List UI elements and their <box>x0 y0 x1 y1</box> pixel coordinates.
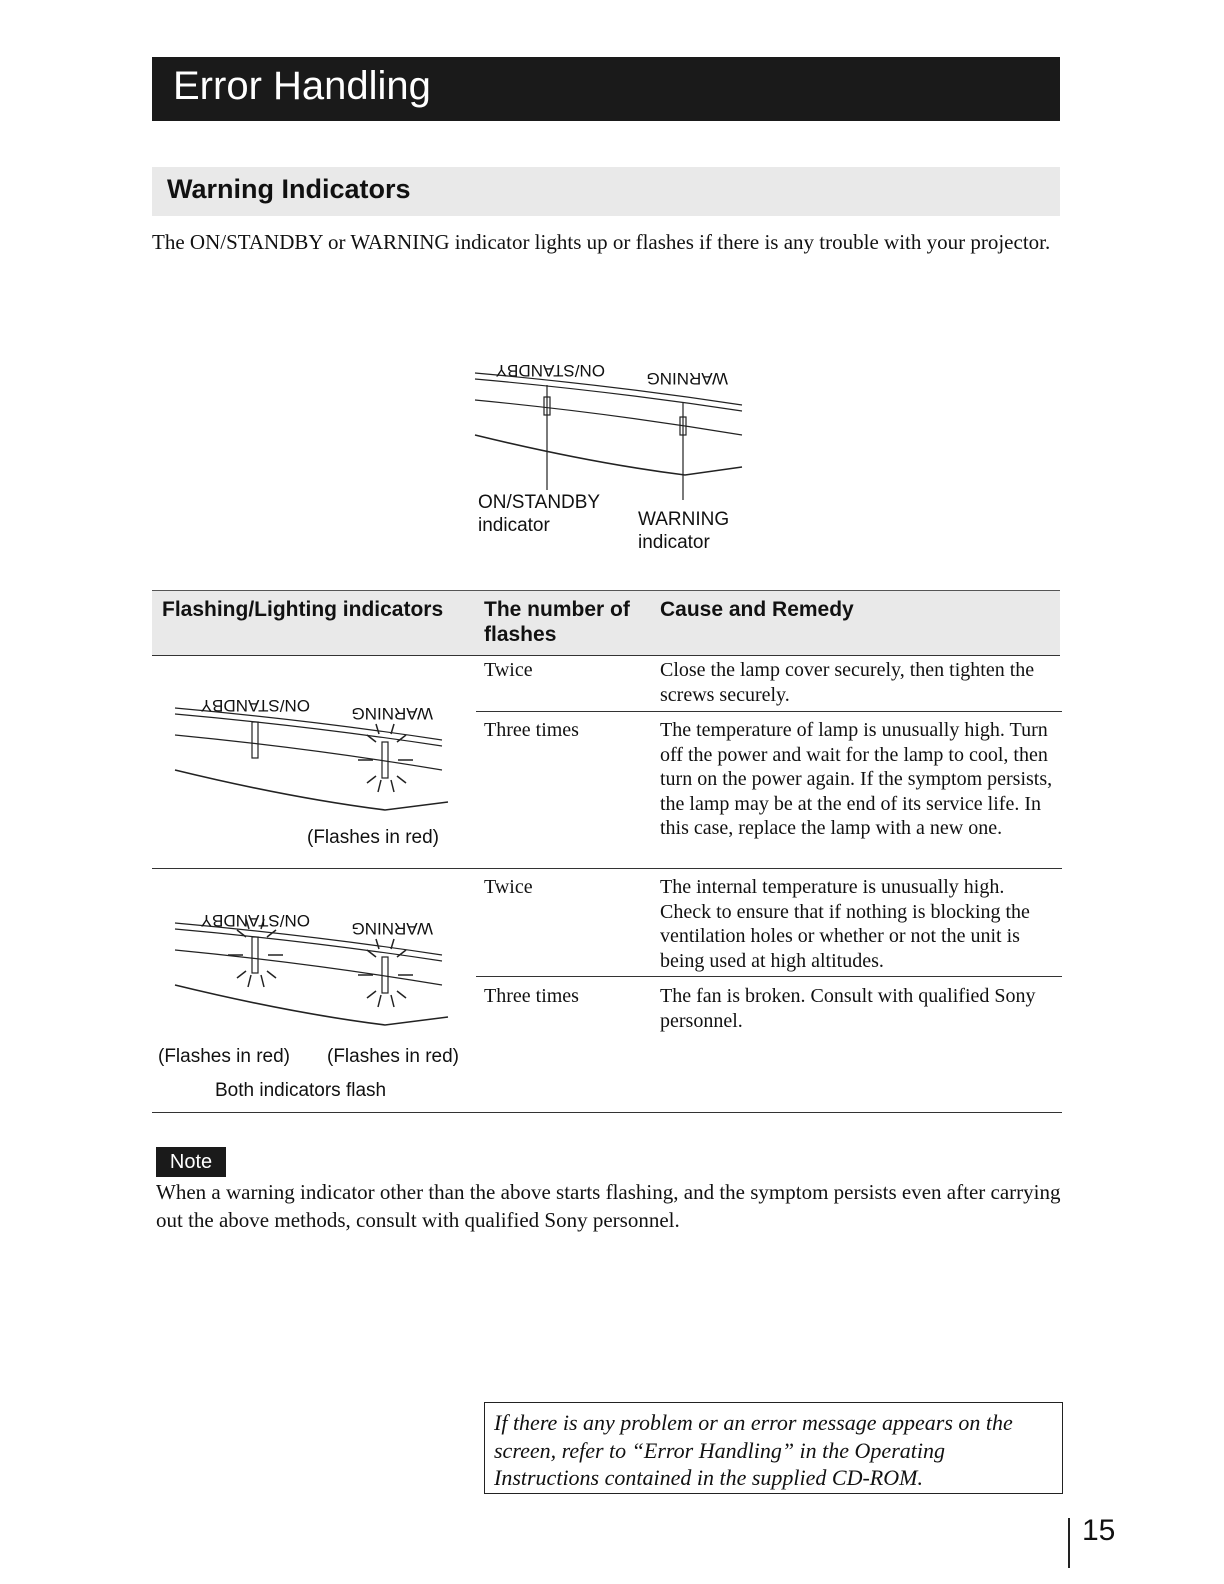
group2-label-onstandby: ON/STANDBY <box>200 911 310 930</box>
onstandby-indicator-label-line2: indicator <box>478 515 550 536</box>
header-number-of-flashes-line1: The number of <box>484 598 630 621</box>
group1-label-warning: WARNING <box>351 704 433 723</box>
group2-row2-remedy: The fan is broken. Consult with qualified Sony personnel. <box>660 985 1036 1032</box>
header-cause-and-remedy: Cause and Remedy <box>660 598 854 621</box>
intro-paragraph: The ON/STANDBY or WARNING indicator lights up or flashes if there is any trouble with your projector. <box>152 230 1051 254</box>
group1-row2-remedy: The temperature of lamp is unusually high. Turn off the power and wait for the lamp to cool, then turn on the power again. If the symptom persists, the lamp may be at the end of its service life. In this case, replace the lamp with a new one. <box>660 719 1053 839</box>
group1-row1-remedy: Close the lamp cover securely, then tighten the screws securely. <box>660 659 1035 706</box>
group2-label-warning: WARNING <box>351 919 433 938</box>
page-number: 15 <box>1082 1514 1116 1547</box>
group1-label-onstandby: ON/STANDBY <box>200 696 310 715</box>
group2-row2-count: Three times <box>484 985 579 1007</box>
note-badge: Note <box>156 1147 226 1177</box>
group1-caption: (Flashes in red) <box>307 827 439 848</box>
group2-caption-left: (Flashes in red) <box>158 1046 290 1067</box>
row-divider <box>476 711 1062 712</box>
group2-row1-remedy: The internal temperature is unusually high. Check to ensure that if nothing is blocking the ventilation holes or whether or not the unit is being used at high altitudes. <box>660 876 1030 972</box>
group1-row2-count: Three times <box>484 719 579 741</box>
both-flash-diagram <box>170 895 460 1035</box>
header-flashing-indicators: Flashing/Lighting indicators <box>162 598 444 621</box>
group2-caption-right: (Flashes in red) <box>327 1046 459 1067</box>
group2-caption-both: Both indicators flash <box>215 1080 387 1101</box>
indicator-panel-diagram <box>470 345 760 500</box>
header-number-of-flashes-line2: flashes <box>484 623 557 646</box>
page-title: Error Handling <box>173 64 431 108</box>
table-bottom-rule <box>152 1112 1062 1113</box>
group2-row1-count: Twice <box>484 876 533 898</box>
group-divider <box>152 868 1062 869</box>
group1-row1-count: Twice <box>484 659 533 681</box>
panel-edge-bottom <box>475 435 742 475</box>
top-label-warning: WARNING <box>646 369 728 388</box>
warning-flash-diagram <box>170 680 460 820</box>
top-label-onstandby: ON/STANDBY <box>495 361 605 380</box>
warning-indicator-label-line2: indicator <box>638 532 710 553</box>
warning-indicator-label-line1: WARNING <box>638 509 730 530</box>
note-text: When a warning indicator other than the above starts flashing, and the symptom persists even after carrying out the above methods, consult with qualified Sony personnel. <box>156 1180 1061 1232</box>
page-number-rule <box>1068 1518 1070 1568</box>
reference-box: If there is any problem or an error message appears on the screen, refer to “Error Handling” in the Operating Instructions contained in the supplied CD-ROM. <box>484 1402 1063 1494</box>
section-heading: Warning Indicators <box>167 174 411 204</box>
onstandby-indicator-label-line1: ON/STANDBY <box>478 492 601 513</box>
row-divider <box>476 976 1062 977</box>
